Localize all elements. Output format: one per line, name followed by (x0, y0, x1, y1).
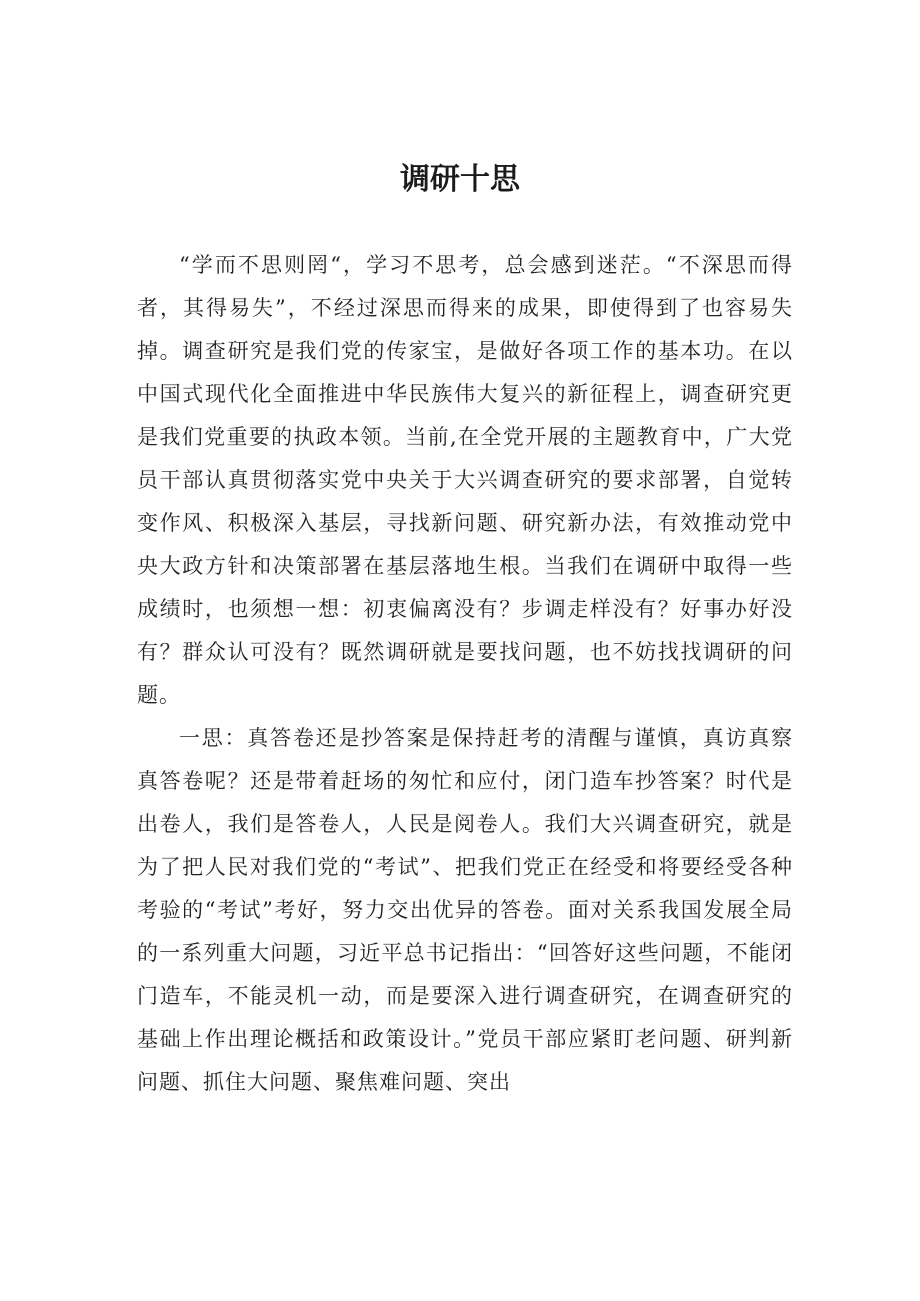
paragraph-first-reflection: 一思：真答卷还是抄答案是保持赶考的清醒与谨慎，真访真察真答卷呢？还是带着赶场的匆忙和应付，闭门造车抄答案？时代是出卷人，我们是答卷人，人民是阅卷人。我们大兴调查研究，就是为了把人民对我们党的“考试”、把我们党正在经受和将要经受各种考验的“考试”考好，努力交出优异的答卷。面对关系我国发展全局的一系列重大问题，习近平总书记指出：“回答好这些问题，不能闭门造车，不能灵机一动，而是要深入进行调查研究，在调查研究的基础上作出理论概括和政策设计。”党员干部应紧盯老问题、研判新问题、抓住大问题、聚焦难问题、突出 (137, 726, 793, 1094)
document-title: 调研十思 (400, 162, 520, 197)
document-body (137, 244, 793, 1104)
paragraph-intro: “学而不思则罔“，学习不思考，总会感到迷茫。“不深思而得者，其得易失”，不经过深思而得来的成果，即使得到了也容易失掉。调查研究是我们党的传家宝，是做好各项工作的基本功。在以中国式现代化全面推进中华民族伟大复兴的新征程上，调查研究更是我们党重要的执政本领。当前,在全党开展的主题教育中，广大党员干部认真贯彻落实党中央关于大兴调查研究的要求部署，自觉转变作风、积极深入基层，寻找新问题、研究新办法，有效推动党中央大政方针和决策部署在基层落地生根。当我们在调研中取得一些成绩时，也须想一想：初衷偏离没有？步调走样没有？好事办好没有？群众认可没有？既然调研就是要找问题，也不妨找找调研的问题。 (137, 253, 793, 707)
